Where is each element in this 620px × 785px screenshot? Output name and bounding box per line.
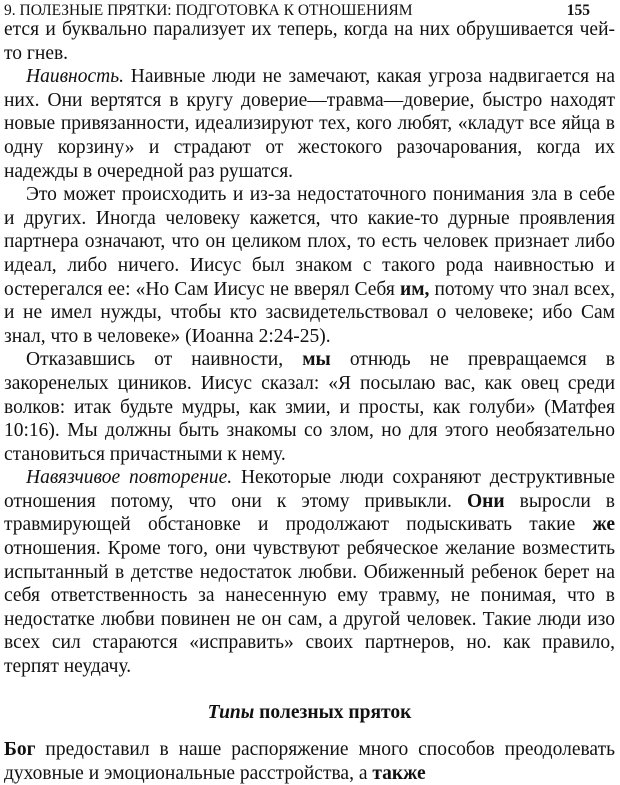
paragraph-text: отнюдь не превращаемся в закоренелых циников. Иисус сказал: «Я посылаю вас, как овец среди волков: итак будьте мудры, как змии, и просты, как голуби» (Матфея 10:16). Мы должны быть знакомы со злом, но для этого необязательно становиться причастными к нему. — [4, 349, 615, 465]
page-body — [4, 18, 615, 785]
bold-word: же — [592, 514, 615, 536]
bold-word: также — [372, 762, 426, 784]
paragraph-final — [4, 738, 615, 785]
running-head: 9. ПОЛЕЗНЫЕ ПРЯТКИ: ПОДГОТОВКА К ОТНОШЕНИЯМ — [4, 2, 413, 19]
paragraph-text: потому что знал всех, и не имел нужды, чтобы кто засвидетельствовал о человеке; ибо Сам знал, что в человеке» (Иоанна 2:24-25). — [4, 278, 615, 347]
paragraph-text: предоставил в наше распоряжение много способов преодолевать духовные и эмоциональные расстройства, а — [4, 739, 615, 784]
paragraph-text: отношения. Кроме того, они чувствуют ребяческое желание возместить испытанный в детстве недостаток любви. Обиженный ребенок берет на себя ответственность за нанесенную ему травму, не понимая, что в недостатке любви повинен не он сам, а другой человек. Такие люди изо всех сил стараются «исправить» своих партнеров, но. как правило, терпят неудачу. — [4, 538, 615, 678]
bold-word: мы — [302, 349, 331, 371]
bold-word: Бог — [4, 739, 36, 761]
paragraph-naivety — [4, 65, 615, 183]
paragraph-compulsive-repetition — [4, 466, 615, 678]
section-heading-italic: Типы — [207, 701, 255, 723]
section-heading — [4, 701, 615, 725]
paragraph-text: Некоторые люди сохраняют деструктивные отношения потому, что они к этому привыкли. — [4, 467, 615, 512]
paragraph-3 — [4, 183, 615, 348]
term-compulsive-repetition: Навязчивое повторение. — [26, 467, 233, 489]
paragraph-text: Наивные люди не замечают, какая угроза надвигается на них. Они вертятся в кругу доверие—травма—доверие, быстро находят новые привязанности, идеализируют тех, кого любят, «кладут все яйца в одну корзину» и страдают от жестокого разочарования, когда их надежды в очередной раз рушатся. — [4, 66, 615, 182]
term-naivety: Наивность. — [26, 66, 124, 88]
paragraph-4 — [4, 348, 615, 466]
paragraph-text: Отказавшись от наивности, — [26, 349, 303, 371]
paragraph-1 — [4, 18, 615, 65]
bold-word: им, — [399, 278, 430, 300]
paragraph-text: ется и буквально парализует их теперь, когда на них обрушивается чей-то гнев. — [4, 19, 615, 64]
bold-word: Они — [466, 490, 505, 512]
paragraph-text: выросли в травмирующей обстановке и продолжают подыскивать такие — [4, 490, 615, 536]
section-heading-rest: полезных пряток — [254, 701, 412, 723]
paragraph-text: Это может происходить и из-за недостаточного понимания зла в себе и других. Иногда человеку кажется, что какие-то дурные проявления партнера означают, что он целиком плох, то есть человек признает либо идеал, либо ничего. Иисус был знаком с такого рода наивностью и остерегался ее: «Но Сам Иисус не вверял Себя — [4, 184, 615, 300]
page-number: 155 — [566, 2, 590, 19]
